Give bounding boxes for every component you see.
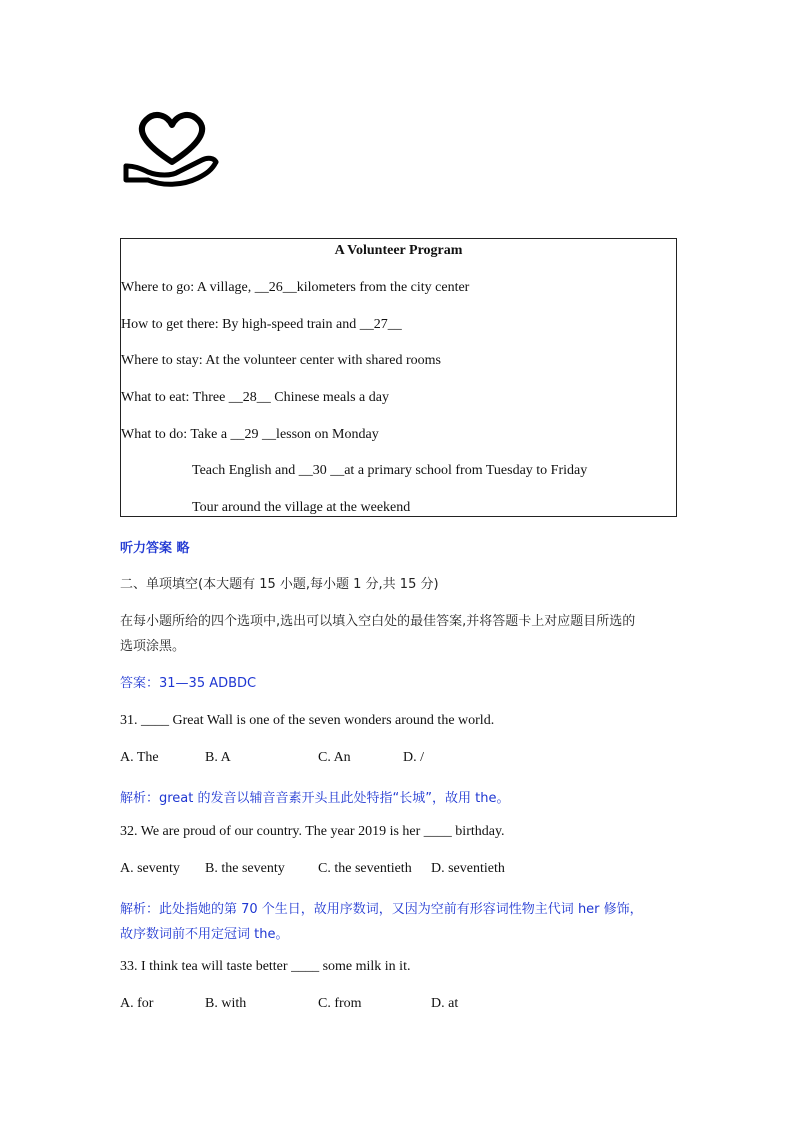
question-33-option-c: C. from xyxy=(318,996,362,1011)
question-32-option-c: C. the seventieth xyxy=(318,861,412,876)
question-31-option-d: D. / xyxy=(403,750,424,765)
heart-in-hand-icon xyxy=(122,110,222,192)
program-row-what-to-do: What to do: Take a __29 __lesson on Monday xyxy=(121,427,379,442)
question-31-option-b: B. A xyxy=(205,750,231,765)
question-32-option-b: B. the seventy xyxy=(205,861,285,876)
question-31-option-c: C. An xyxy=(318,750,351,765)
question-32-analysis-line2: 故序数词前不用定冠词 the。 xyxy=(120,927,289,942)
program-row-tour: Tour around the village at the weekend xyxy=(192,500,411,515)
question-31-option-a: A. The xyxy=(120,750,159,765)
question-31-analysis: 解析：great 的发音以辅音音素开头且此处特指“长城”，故用 the。 xyxy=(120,791,510,806)
section-instruction-line2: 选项涂黑。 xyxy=(120,639,186,654)
section-instruction-line1: 在每小题所给的四个选项中,选出可以填入空白处的最佳答案,并将答题卡上对应题目所选的 xyxy=(120,614,636,629)
question-33-option-d: D. at xyxy=(431,996,459,1011)
question-32-option-d: D. seventieth xyxy=(431,861,505,876)
question-32-analysis-line1: 解析：此处指她的第 70 个生日，故用序数词，又因为空前有形容词性物主代词 her 修饰， xyxy=(120,902,643,917)
listening-answer: 听力答案 略 xyxy=(120,541,190,556)
program-row-how-to-get: How to get there: By high-speed train and __27__ xyxy=(121,317,402,332)
program-row-teach-english: Teach English and __30 __at a primary school from Tuesday to Friday xyxy=(192,463,588,478)
program-row-where-to-go: Where to go: A village, __26__kilometers from the city center xyxy=(121,280,470,295)
program-title: A Volunteer Program xyxy=(334,243,463,258)
question-31-stem: 31. ____ Great Wall is one of the seven wonders around the world. xyxy=(120,713,495,728)
question-33-option-a: A. for xyxy=(120,996,154,1011)
program-row-what-to-eat: What to eat: Three __28__ Chinese meals a day xyxy=(121,390,389,405)
question-32-option-a: A. seventy xyxy=(120,861,180,876)
question-33-stem: 33. I think tea will taste better ____ some milk in it. xyxy=(120,959,411,974)
program-row-where-to-stay: Where to stay: At the volunteer center with shared rooms xyxy=(121,353,441,368)
section-answer: 答案：31—35 ADBDC xyxy=(120,676,257,691)
question-33-option-b: B. with xyxy=(205,996,247,1011)
question-32-stem: 32. We are proud of our country. The year 2019 is her ____ birthday. xyxy=(120,824,505,839)
section-heading: 二、单项填空(本大题有 15 小题,每小题 1 分,共 15 分) xyxy=(120,577,439,592)
volunteer-program-table xyxy=(120,238,677,517)
